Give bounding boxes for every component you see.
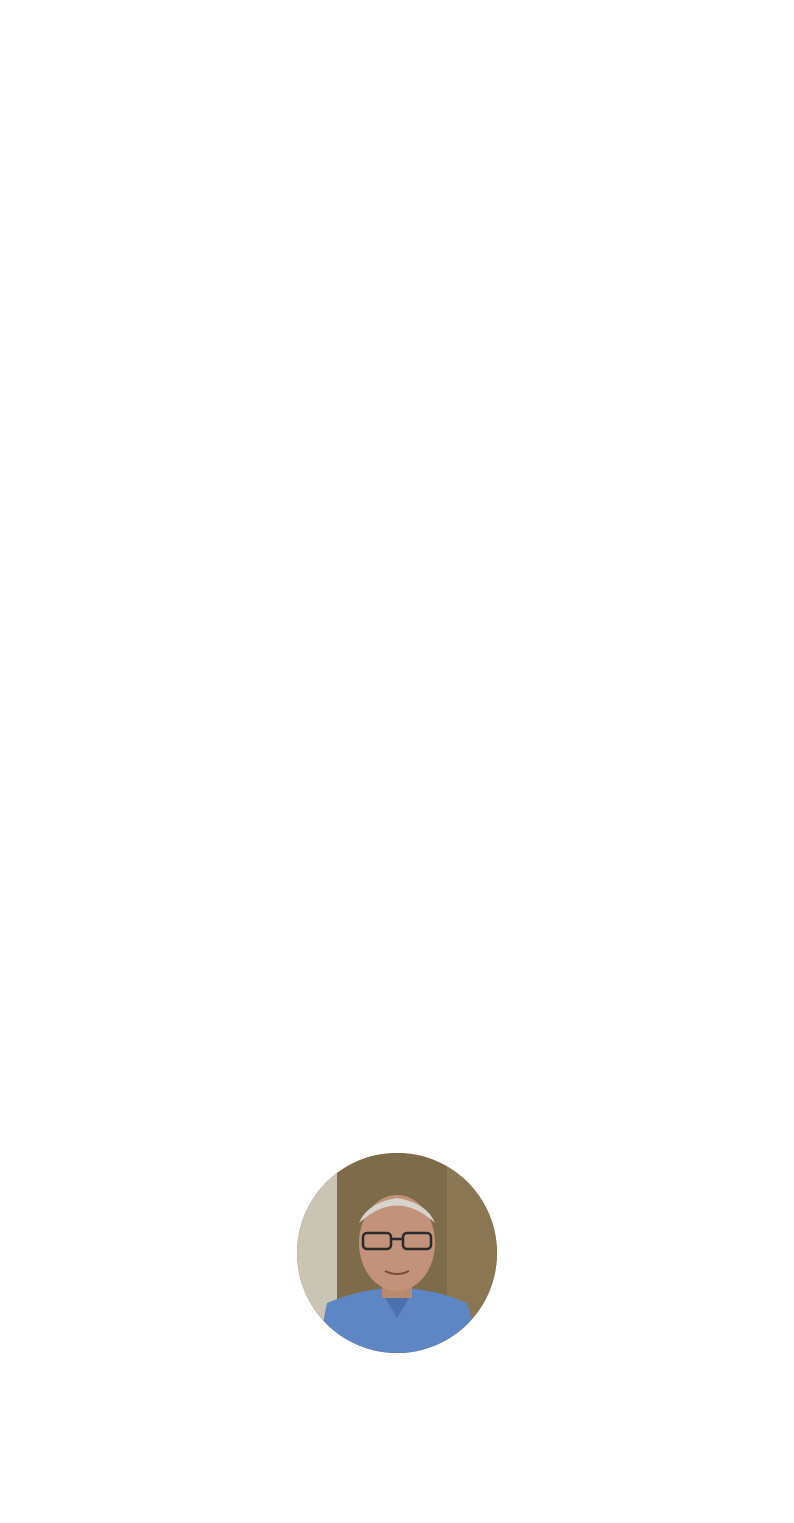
author-avatar xyxy=(297,1153,497,1353)
avatar-portrait-icon xyxy=(297,1153,497,1353)
code-snippet-main xyxy=(8,723,786,1124)
